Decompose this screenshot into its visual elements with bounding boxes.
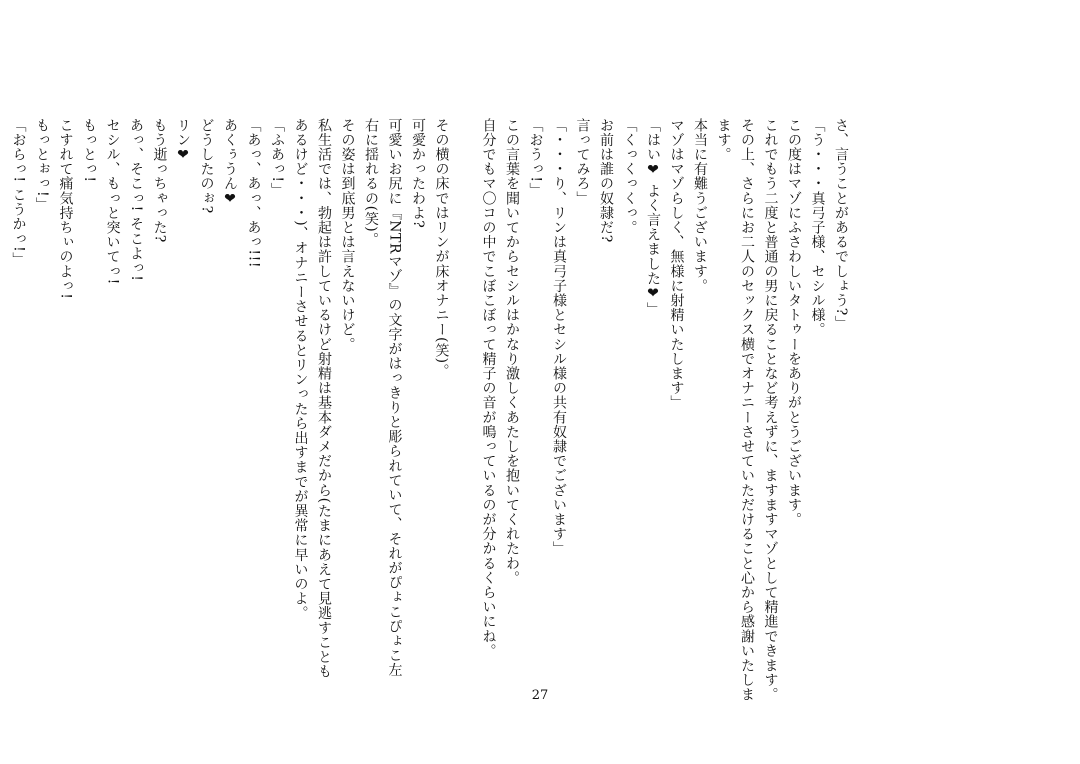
text-line: セシル、もっと突いてっ! [104, 118, 121, 285]
text-line: もっとっ! [81, 118, 97, 183]
text-line: もっとぉっ!」 [34, 118, 50, 212]
text-line: リン❤ [175, 118, 191, 164]
text-line: もう逝っちゃった? [151, 118, 168, 243]
text-line: さ、言うことがあるでしょう?」 [833, 118, 849, 331]
text-line: お前は誰の奴隷だ? [598, 118, 614, 243]
text-line: その上、さらにお二人のセックス横でオナニーさせていただけること心から感謝いたしま [739, 118, 755, 702]
text-line: 「おうっ!」 [527, 118, 544, 198]
text-line: これでもう二度と普通の男に戻ることなど考えずに、ますますマゾとして精進できます。 [762, 118, 779, 702]
text-line: こすれて痛気持ちぃのよっ! [57, 118, 74, 300]
text-line: 可愛かったわよ? [410, 118, 426, 229]
text-line: マゾはマゾらしく、無様に射精いたします」 [668, 118, 685, 410]
text-line: 言ってみろ」 [574, 118, 591, 206]
text-line: 「はい❤ よく言えました❤」 [645, 118, 661, 317]
text-line: 「ふあっ!」 [269, 118, 285, 198]
text-line: 可愛いお尻に『NTRマゾ』の文字がはっきりと彫られていて、それがぴょこぴょこ左 [386, 118, 403, 678]
text-line: 「あっ、あっ、あっ!!! [245, 118, 262, 269]
text-line: あくぅうん❤ [222, 118, 238, 208]
text-line: あっ、そこっ! そこよっ! [128, 118, 144, 282]
text-line: 自分でもマ〇コの中でこぼこぼって精子の音が鳴っているのが分かるくらいにね。 [480, 118, 497, 659]
text-line: 本当に有難うございます。 [692, 118, 708, 294]
text-line: 「う・・・真弓子様、セシル様。 [809, 118, 826, 337]
text-line: 右に揺れるの(笑)。 [363, 118, 379, 247]
paragraph-gap [453, 118, 477, 678]
text-line: 「・・・り、リンは真弓子様とセシル様の共有奴隷でございます」 [551, 118, 567, 556]
text-line: 「くっくっくっ。 [621, 118, 638, 235]
text-line: 私生活では、勃起は許しているけど射精は基本ダメだから(たまにあえて見逃すことも [316, 118, 332, 679]
text-line: その横の床ではリンが床オナニー(笑)。 [433, 118, 450, 379]
text-line: この言葉を聞いてからセシルはかなり激しくあたしを抱いてくれたわ。 [504, 118, 520, 586]
page-number: 27 [531, 688, 549, 703]
text-line: 「おらっ! こうかっ!」 [10, 118, 27, 267]
text-line: その姿は到底男とは言えないけど。 [339, 118, 356, 352]
text-line: どうしたのぉ? [198, 118, 215, 214]
text-line: ます。 [715, 118, 732, 162]
text-line: この度はマゾにふさわしいタトゥーをありがとうございます。 [786, 118, 802, 527]
text-line: あるけど・・・)、オナニーさせるとリンったら出すまでが異常に早いのよ。 [292, 118, 309, 621]
